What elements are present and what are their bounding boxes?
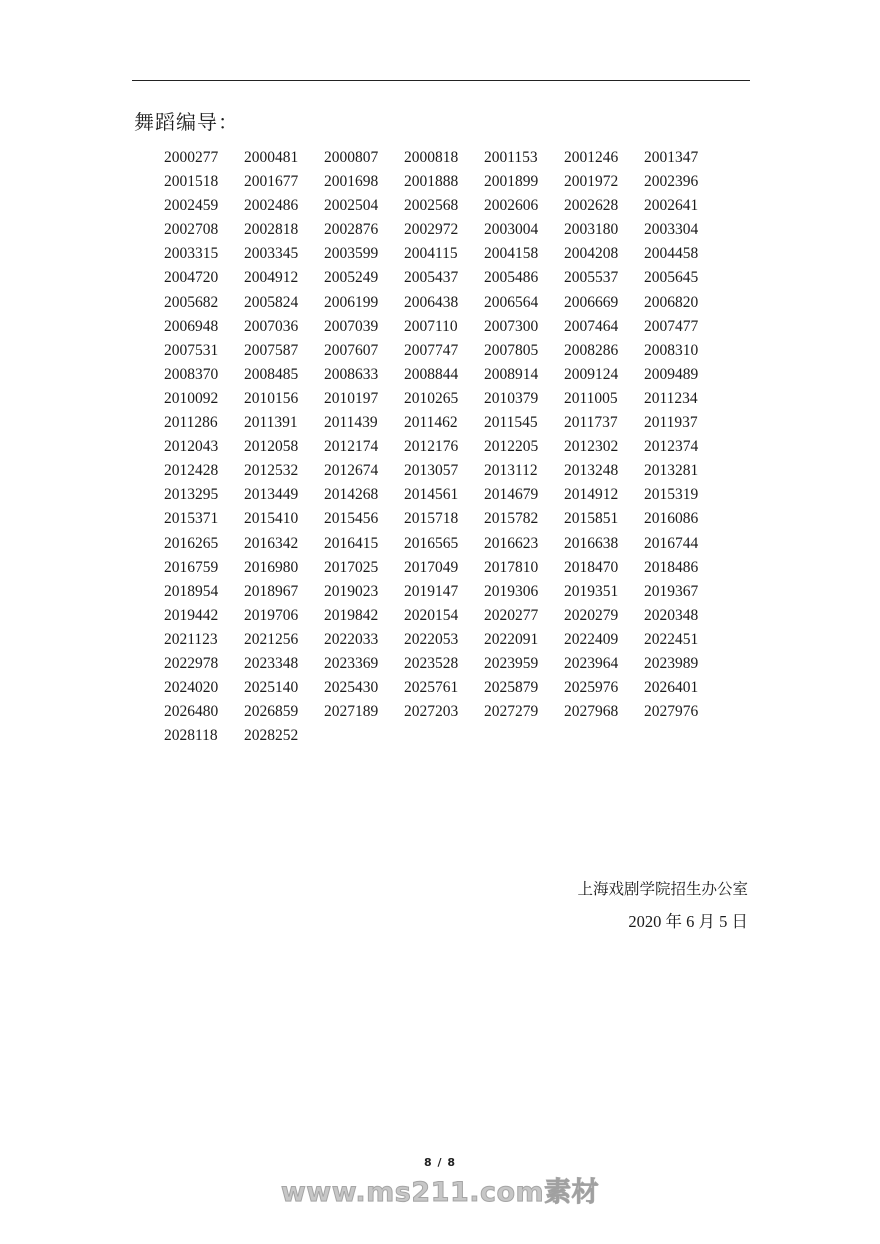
candidate-id: 2003180 [564,221,619,239]
candidate-id: 2011937 [644,414,698,432]
candidate-id: 2012374 [644,438,699,456]
candidate-id: 2007300 [484,317,539,335]
candidate-id: 2002504 [324,197,379,215]
candidate-id: 2002708 [164,221,219,239]
candidate-id: 2010092 [164,389,219,407]
candidate-id: 2027189 [324,703,379,721]
candidate-id: 2017049 [404,558,459,576]
candidate-id: 2019023 [324,582,379,600]
candidate-id: 2012058 [244,438,299,456]
candidate-id: 2000481 [244,149,299,166]
candidate-id: 2008914 [484,365,539,383]
issuing-organization: 上海戏剧学院招生办公室 [577,880,748,898]
candidate-id-list [164,146,724,748]
candidate-id: 2015410 [244,510,299,528]
candidate-id: 2015371 [164,510,219,528]
candidate-id: 2007110 [404,317,458,335]
candidate-id: 2018470 [564,558,619,576]
candidate-id: 2017025 [324,558,379,576]
candidate-id: 2016638 [564,534,619,552]
candidate-id: 2007805 [484,341,539,359]
candidate-id: 2010197 [324,389,379,407]
candidate-id: 2011391 [244,414,298,432]
candidate-id: 2018486 [644,558,699,576]
candidate-id: 2014679 [484,486,539,504]
candidate-id: 2019351 [564,582,619,600]
candidate-id: 2001698 [324,173,379,191]
candidate-id: 2011005 [564,389,618,407]
candidate-id: 2027968 [564,703,619,721]
candidate-id: 2022091 [484,630,539,648]
candidate-id: 2005486 [484,269,539,287]
candidate-id: 2016415 [324,534,379,552]
candidate-id: 2016623 [484,534,539,552]
candidate-id: 2022053 [404,630,459,648]
candidate-id: 2019706 [244,606,299,624]
candidate-id: 2015782 [484,510,539,528]
candidate-id: 2012176 [404,438,459,456]
candidate-id: 2009124 [564,365,619,383]
candidate-id: 2012043 [164,438,219,456]
candidate-id: 2024020 [164,679,219,697]
candidate-id: 2007587 [244,341,299,359]
candidate-id: 2020154 [404,606,459,624]
candidate-id: 2008633 [324,365,379,383]
candidate-id: 2002876 [324,221,379,239]
candidate-id: 2004208 [564,245,619,263]
section-heading: 舞蹈编导： [134,110,239,134]
candidate-id: 2005437 [404,269,459,287]
candidate-id: 2018954 [164,582,219,600]
candidate-id: 2011286 [164,414,218,432]
candidate-id: 2005537 [564,269,619,287]
candidate-id: 2007036 [244,317,299,335]
candidate-id: 2006669 [564,293,619,311]
candidate-id: 2011234 [644,389,698,407]
candidate-id: 2027203 [404,703,459,721]
candidate-id: 2001518 [164,173,219,191]
candidate-id: 2013295 [164,486,219,504]
candidate-id: 2012302 [564,438,619,456]
candidate-id: 2010156 [244,389,299,407]
candidate-id: 2012532 [244,462,299,480]
candidate-id: 2023348 [244,654,299,672]
candidate-id: 2004115 [404,245,458,263]
candidate-id: 2001153 [484,149,538,166]
candidate-id: 2026859 [244,703,299,721]
candidate-id: 2014268 [324,486,379,504]
candidate-id: 2013449 [244,486,299,504]
candidate-id: 2019442 [164,606,219,624]
candidate-id: 2004720 [164,269,219,287]
candidate-id: 2001677 [244,173,299,191]
candidate-id: 2018967 [244,582,299,600]
candidate-id: 2019842 [324,606,379,624]
candidate-id: 2021123 [164,630,218,648]
candidate-id: 2001972 [564,173,619,191]
candidate-id: 2023959 [484,654,539,672]
candidate-id: 2022033 [324,630,379,648]
candidate-id: 2015718 [404,510,459,528]
candidate-id: 2008310 [644,341,699,359]
candidate-id: 2020277 [484,606,539,624]
candidate-id: 2007477 [644,317,699,335]
candidate-id: 2012428 [164,462,219,480]
candidate-id: 2005645 [644,269,699,287]
candidate-id: 2007607 [324,341,379,359]
candidate-id: 2025430 [324,679,379,697]
candidate-id: 2002818 [244,221,299,239]
candidate-id: 2010379 [484,389,539,407]
candidate-id: 2015456 [324,510,379,528]
candidate-id: 2002628 [564,197,619,215]
signature-block [577,874,748,937]
candidate-id: 2008844 [404,365,459,383]
candidate-id: 2017810 [484,558,539,576]
candidate-id: 2023989 [644,654,699,672]
candidate-id: 2005682 [164,293,219,311]
candidate-id: 2003599 [324,245,379,263]
candidate-id: 2016265 [164,534,219,552]
candidate-id: 2025879 [484,679,539,697]
candidate-id: 2007464 [564,317,619,335]
candidate-id: 2014561 [404,486,459,504]
candidate-id: 2019306 [484,582,539,600]
candidate-id: 2011439 [324,414,378,432]
candidate-id: 2023528 [404,654,459,672]
candidate-id: 2005249 [324,269,379,287]
candidate-id: 2011462 [404,414,458,432]
candidate-id: 2025976 [564,679,619,697]
candidate-id: 2012205 [484,438,539,456]
issue-date: 2020 年 6 月 5 日 [628,912,748,931]
candidate-id: 2025140 [244,679,299,697]
candidate-id: 2023964 [564,654,619,672]
candidate-id: 2020279 [564,606,619,624]
candidate-id: 2002396 [644,173,699,191]
candidate-id: 2002606 [484,197,539,215]
candidate-id: 2016759 [164,558,219,576]
candidate-id: 2003315 [164,245,219,263]
candidate-id: 2015851 [564,510,619,528]
candidate-id: 2001347 [644,149,699,166]
candidate-id: 2005824 [244,293,299,311]
candidate-id: 2003345 [244,245,299,263]
candidate-id: 2013112 [484,462,538,480]
candidate-id: 2001246 [564,149,619,166]
candidate-id: 2008370 [164,365,219,383]
candidate-id: 2010265 [404,389,459,407]
candidate-id: 2012174 [324,438,379,456]
candidate-id: 2016342 [244,534,299,552]
candidate-id: 2014912 [564,486,619,504]
candidate-id: 2022451 [644,630,699,648]
candidate-id: 2007039 [324,317,379,335]
candidate-id: 2011737 [564,414,618,432]
candidate-id: 2028252 [244,727,299,745]
candidate-id: 2012674 [324,462,379,480]
candidate-id: 2002486 [244,197,299,215]
watermark: www.ms211.com素材 [280,1177,600,1208]
candidate-id: 2006820 [644,293,699,311]
candidate-id: 2004458 [644,245,699,263]
candidate-id: 2000807 [324,149,379,166]
candidate-id: 2019367 [644,582,699,600]
candidate-id: 2016980 [244,558,299,576]
candidate-id: 2022978 [164,654,219,672]
candidate-id: 2006948 [164,317,219,335]
candidate-id: 2027279 [484,703,539,721]
candidate-id: 2000818 [404,149,459,166]
candidate-id: 2003304 [644,221,699,239]
candidate-id: 2002641 [644,197,699,215]
candidate-id: 2009489 [644,365,699,383]
candidate-id: 2013281 [644,462,699,480]
candidate-id: 2013057 [404,462,459,480]
candidate-id: 2016086 [644,510,699,528]
candidate-id: 2007531 [164,341,219,359]
candidate-id: 2007747 [404,341,459,359]
candidate-id: 2006438 [404,293,459,311]
candidate-id: 2013248 [564,462,619,480]
candidate-id: 2002972 [404,221,459,239]
candidate-id: 2006199 [324,293,379,311]
candidate-id: 2002568 [404,197,459,215]
candidate-id: 2003004 [484,221,539,239]
candidate-id: 2004912 [244,269,299,287]
candidate-id: 2001899 [484,173,539,191]
candidate-id: 2026480 [164,703,219,721]
candidate-id: 2008286 [564,341,619,359]
candidate-id: 2023369 [324,654,379,672]
candidate-id: 2025761 [404,679,459,697]
candidate-id: 2001888 [404,173,459,191]
candidate-id: 2008485 [244,365,299,383]
page-number: 8 / 8 [424,1156,456,1169]
candidate-id: 2022409 [564,630,619,648]
candidate-id: 2016744 [644,534,699,552]
candidate-id: 2016565 [404,534,459,552]
candidate-id: 2027976 [644,703,699,721]
candidate-id: 2015319 [644,486,699,504]
candidate-id: 2026401 [644,679,699,697]
candidate-id: 2000277 [164,149,219,166]
candidate-id: 2011545 [484,414,538,432]
candidate-id: 2002459 [164,197,219,215]
candidate-id: 2028118 [164,727,218,745]
candidate-id: 2006564 [484,293,539,311]
candidate-id: 2021256 [244,630,299,648]
candidate-id: 2020348 [644,606,699,624]
candidate-id: 2004158 [484,245,539,263]
candidate-id: 2019147 [404,582,459,600]
header-rule [132,80,750,81]
